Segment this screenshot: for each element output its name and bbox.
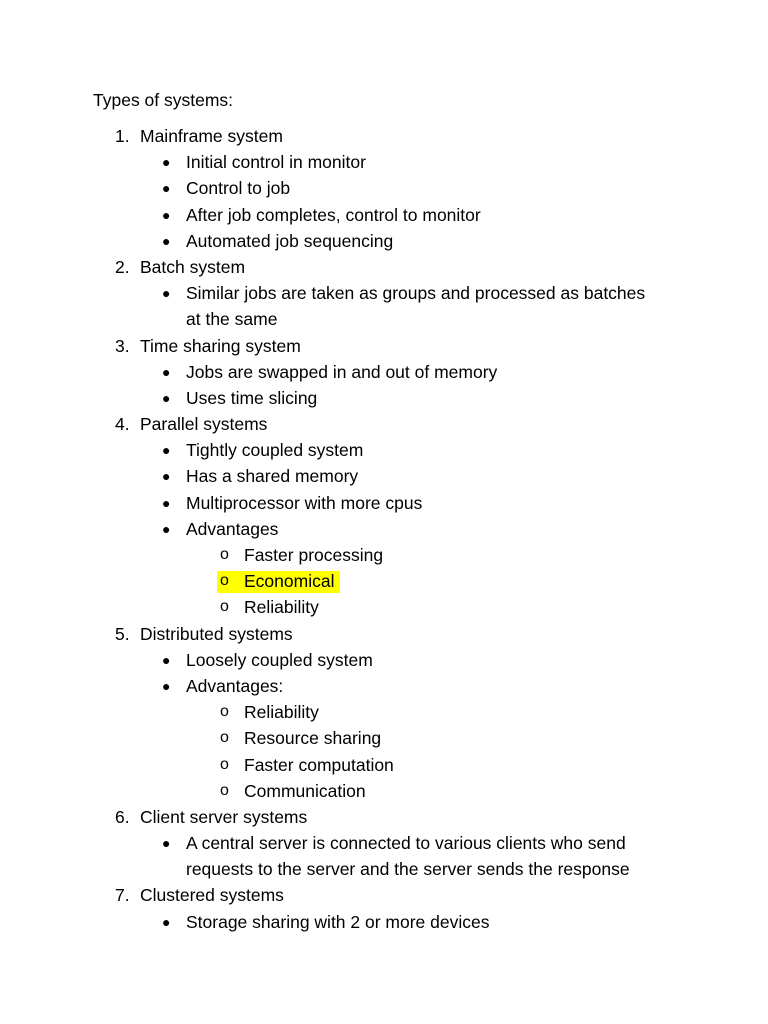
bullet-item: [0, 386, 768, 412]
bullet-continuation: [0, 857, 768, 883]
list-item-parallel: [0, 412, 768, 438]
sub-bullet-text: Communication: [244, 780, 366, 801]
hollow-bullet-icon: o: [220, 729, 229, 747]
bullet-icon: ●: [162, 154, 171, 171]
list-item-clustered: [0, 883, 768, 909]
item-number: 3.: [115, 335, 130, 356]
bullet-text: Storage sharing with 2 or more devices: [186, 911, 490, 932]
item-label: Batch system: [140, 256, 246, 277]
item-label: Distributed systems: [140, 623, 293, 644]
bullet-icon: ●: [162, 363, 171, 380]
item-number: 1.: [115, 126, 130, 146]
item-number: 4.: [115, 414, 130, 435]
bullet-icon: ●: [162, 835, 171, 852]
bullet-icon: ●: [162, 285, 171, 302]
bullet-text: Has a shared memory: [186, 466, 359, 487]
bullet-text: After job completes, control to monitor: [186, 204, 481, 225]
bullet-item: [0, 176, 768, 202]
bullet-text: at the same: [186, 309, 278, 330]
bullet-item: [0, 910, 768, 936]
sub-bullet-item-highlighted: [0, 569, 768, 595]
bullet-icon: ●: [162, 442, 171, 459]
item-number: 5.: [115, 623, 130, 644]
list-item-time-sharing: [0, 334, 768, 360]
sub-bullet-text: Reliability: [244, 597, 319, 618]
hollow-bullet-icon: o: [220, 755, 229, 773]
item-label: Mainframe system: [140, 126, 283, 146]
bullet-item: [0, 674, 768, 700]
bullet-item: [0, 203, 768, 229]
bullet-text: Advantages:: [186, 675, 284, 696]
item-number: 6.: [115, 806, 130, 827]
bullet-item: [0, 831, 768, 857]
sub-bullet-text: Resource sharing: [244, 728, 382, 749]
bullet-text: Jobs are swapped in and out of memory: [186, 361, 498, 382]
bullet-item: [0, 229, 768, 255]
hollow-bullet-icon: o: [220, 598, 229, 616]
systems-list: [0, 124, 768, 936]
bullet-item: [0, 438, 768, 464]
bullet-item: [0, 517, 768, 543]
sub-bullet-item: [0, 726, 768, 752]
list-item-mainframe: [0, 124, 768, 150]
hollow-bullet-icon: o: [220, 781, 229, 799]
bullet-item: [0, 464, 768, 490]
bullet-item: [0, 491, 768, 517]
bullet-item: [0, 281, 768, 307]
item-number: 7.: [115, 885, 130, 906]
item-label: Clustered systems: [140, 885, 284, 906]
bullet-text: Advantages: [186, 518, 279, 539]
bullet-text: Multiprocessor with more cpus: [186, 492, 423, 513]
sub-bullet-text: Reliability: [244, 702, 319, 723]
bullet-item: [0, 360, 768, 386]
bullet-text: Loosely coupled system: [186, 649, 373, 670]
sub-bullet-text: Faster processing: [244, 545, 384, 565]
sub-bullet-text: Economical: [244, 571, 335, 592]
bullet-text: A central server is connected to various clients who send: [186, 833, 626, 854]
document-title: Types of systems:: [93, 90, 234, 110]
hollow-bullet-icon: o: [220, 546, 229, 563]
bullet-icon: ●: [162, 651, 171, 668]
bullet-text: Similar jobs are taken as groups and processed as batches: [186, 283, 646, 304]
bullet-icon: ●: [162, 206, 171, 223]
bullet-text: Control to job: [186, 178, 291, 199]
bullet-item: [0, 150, 768, 176]
list-item-distributed: [0, 622, 768, 648]
sub-bullet-item: [0, 779, 768, 805]
sub-bullet-text: Faster computation: [244, 754, 394, 775]
hollow-bullet-icon: o: [220, 572, 229, 590]
bullet-continuation: [0, 307, 768, 333]
bullet-icon: ●: [162, 468, 171, 485]
hollow-bullet-icon: o: [220, 703, 229, 721]
list-item-batch: [0, 255, 768, 281]
item-label: Client server systems: [140, 806, 308, 827]
bullet-icon: ●: [162, 520, 171, 537]
sub-bullet-item: [0, 700, 768, 726]
bullet-text: Uses time slicing: [186, 387, 318, 408]
item-label: Parallel systems: [140, 414, 268, 435]
bullet-text: Initial control in monitor: [186, 152, 366, 173]
bullet-icon: ●: [162, 913, 171, 930]
bullet-icon: ●: [162, 180, 171, 197]
sub-bullet-item: [0, 543, 768, 569]
bullet-icon: ●: [162, 677, 171, 694]
list-item-client-server: [0, 805, 768, 831]
bullet-icon: ●: [162, 389, 171, 406]
bullet-icon: ●: [162, 494, 171, 511]
sub-bullet-item: [0, 595, 768, 621]
item-label: Time sharing system: [140, 335, 301, 356]
sub-bullet-item: [0, 753, 768, 779]
bullet-item: [0, 648, 768, 674]
bullet-text: requests to the server and the server sends the response: [186, 859, 630, 880]
bullet-text: Tightly coupled system: [186, 440, 364, 461]
bullet-text: Automated job sequencing: [186, 230, 394, 251]
bullet-icon: ●: [162, 232, 171, 249]
item-number: 2.: [115, 256, 130, 277]
